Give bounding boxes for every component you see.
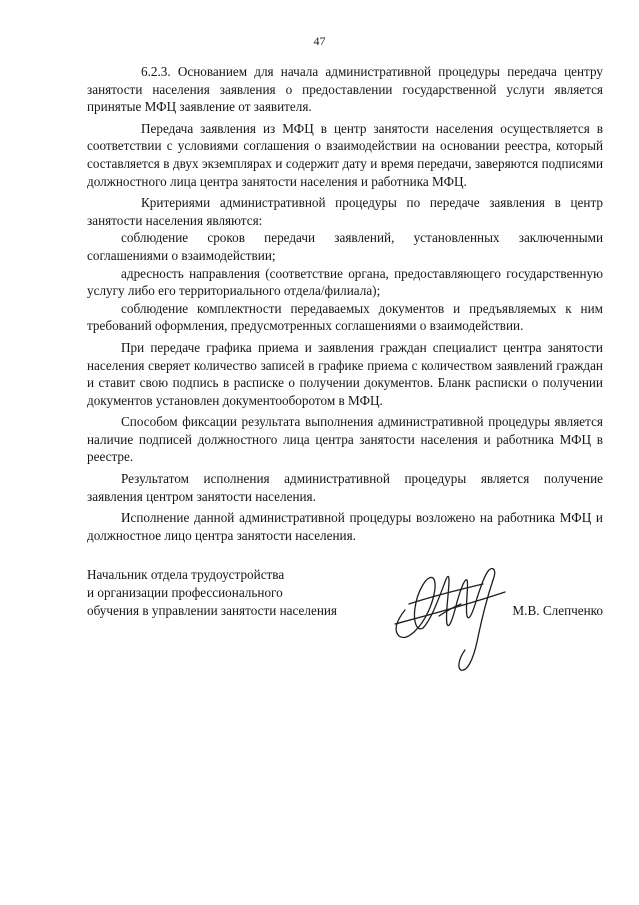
paragraph-criteria: Критериями административной процедуры по передаче заявления в центр занятости населения являются: [87, 195, 603, 228]
paragraph-6-2-3: 6.2.3. Основанием для начала административной процедуры передача центру занятости населения заявления о предоставлении государственной услуги является принятые МФЦ заявление от заявителя. [87, 64, 603, 115]
criteria-item-completeness: соблюдение комплектности передаваемых документов и предъявляемых к ним требований оформления, предусмотренных соглашениями о взаимодействии. [87, 300, 603, 334]
paragraph-fixation: Способом фиксации результата выполнения административной процедуры является наличие подписей должностного лица центра занятости населения и работника МФЦ в реестре. [87, 414, 603, 465]
paragraph-transfer: Передача заявления из МФЦ в центр занятости населения осуществляется в соответствии с условиями соглашения о взаимодействии на основании реестра, который составляется в двух экземплярах и содержит дату и время передачи, заверяются подписями должностного лица центра занятости населения и работника МФЦ. [87, 120, 603, 189]
paragraph-responsibility: Исполнение данной административной процедуры возложено на работника МФЦ и должностное лицо центра занятости населения. [87, 510, 603, 543]
criteria-item-deadlines: соблюдение сроков передачи заявлений, установленных заключенными соглашениями о взаимодействии; [87, 230, 603, 263]
signatory-title [87, 566, 387, 620]
paragraph-schedule-check: При передаче графика приема и заявления граждан специалист центра занятости населения сверяет количество записей в графике приема с количеством заявлений граждан и ставит свою подпись в расписке о получении документов. Бланк расписки о получении документов установлен документооборотом в МФЦ. [87, 339, 603, 408]
signatory-title-line: Начальник отдела трудоустройства [87, 567, 285, 582]
signatory-name: М.В. Слепченко [512, 603, 603, 618]
page-number: 47 [313, 34, 326, 48]
handwritten-signature [387, 558, 522, 678]
paragraph-result: Результатом исполнения административной процедуры является получение заявления центром занятости населения. [87, 471, 603, 504]
document-body [87, 63, 603, 548]
criteria-item-addressing: адресность направления (соответствие органа, предоставляющего государственную услугу либо его территориального отдела/филиала); [87, 265, 603, 299]
signature-block [87, 566, 603, 686]
signatory-title-line: обучения в управлении занятости населения [87, 603, 337, 618]
signatory-title-line: и организации профессионального [87, 585, 283, 600]
